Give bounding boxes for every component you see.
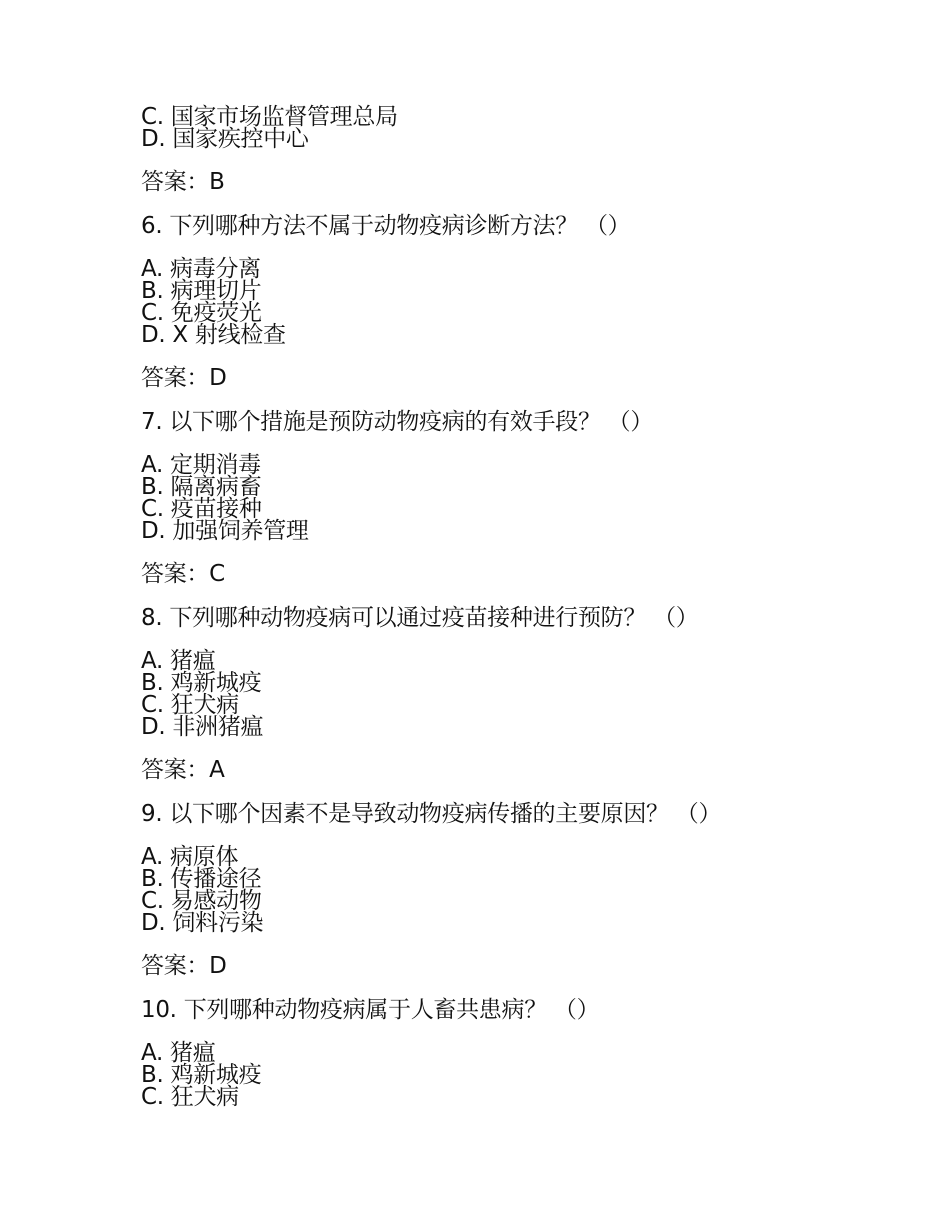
answer-q8: 答案：A [141, 757, 225, 783]
question-9: 9. 以下哪个因素不是导致动物疫病传播的主要原因？ （） [141, 801, 722, 827]
option-a: A. 病毒分离 [141, 256, 261, 282]
option-b: B. 隔离病畜 [141, 474, 262, 500]
option-a: A. 猪瘟 [141, 1040, 216, 1066]
options-q5 [141, 106, 901, 150]
option-c: C. 狂犬病 [141, 1084, 239, 1110]
options-q6 [141, 258, 901, 346]
options-q10 [141, 1042, 901, 1108]
option-b: B. 病理切片 [141, 278, 262, 304]
option-b: B. 鸡新城疫 [141, 670, 262, 696]
option-c: C. 国家市场监督管理总局 [141, 104, 398, 130]
answer-q9: 答案：D [141, 953, 227, 979]
option-b: B. 传播途径 [141, 866, 262, 892]
option-c: C. 易感动物 [141, 888, 262, 914]
question-6: 6. 下列哪种方法不属于动物疫病诊断方法？ （） [141, 213, 631, 239]
answer-q7: 答案：C [141, 561, 225, 587]
question-10: 10. 下列哪种动物疫病属于人畜共患病？ （） [141, 997, 600, 1023]
option-c: C. 疫苗接种 [141, 496, 262, 522]
option-a: A. 定期消毒 [141, 452, 261, 478]
option-b: B. 鸡新城疫 [141, 1062, 262, 1088]
answer-q5: 答案：B [141, 169, 225, 195]
answer-q6: 答案：D [141, 365, 227, 391]
option-c: C. 免疫荧光 [141, 300, 262, 326]
option-d: D. 饲料污染 [141, 910, 264, 936]
option-d: D. 国家疾控中心 [141, 126, 309, 152]
option-a: A. 病原体 [141, 844, 239, 870]
option-c: C. 狂犬病 [141, 692, 239, 718]
options-q8 [141, 650, 901, 738]
question-8: 8. 下列哪种动物疫病可以通过疫苗接种进行预防？ （） [141, 605, 699, 631]
option-d: D. 非洲猪瘟 [141, 714, 264, 740]
question-7: 7. 以下哪个措施是预防动物疫病的有效手段？ （） [141, 409, 654, 435]
option-d: D. 加强饲养管理 [141, 518, 309, 544]
options-q7 [141, 454, 901, 542]
document-page [141, 106, 901, 1108]
option-d: D. X 射线检查 [141, 322, 286, 348]
options-q9 [141, 846, 901, 934]
option-a: A. 猪瘟 [141, 648, 216, 674]
